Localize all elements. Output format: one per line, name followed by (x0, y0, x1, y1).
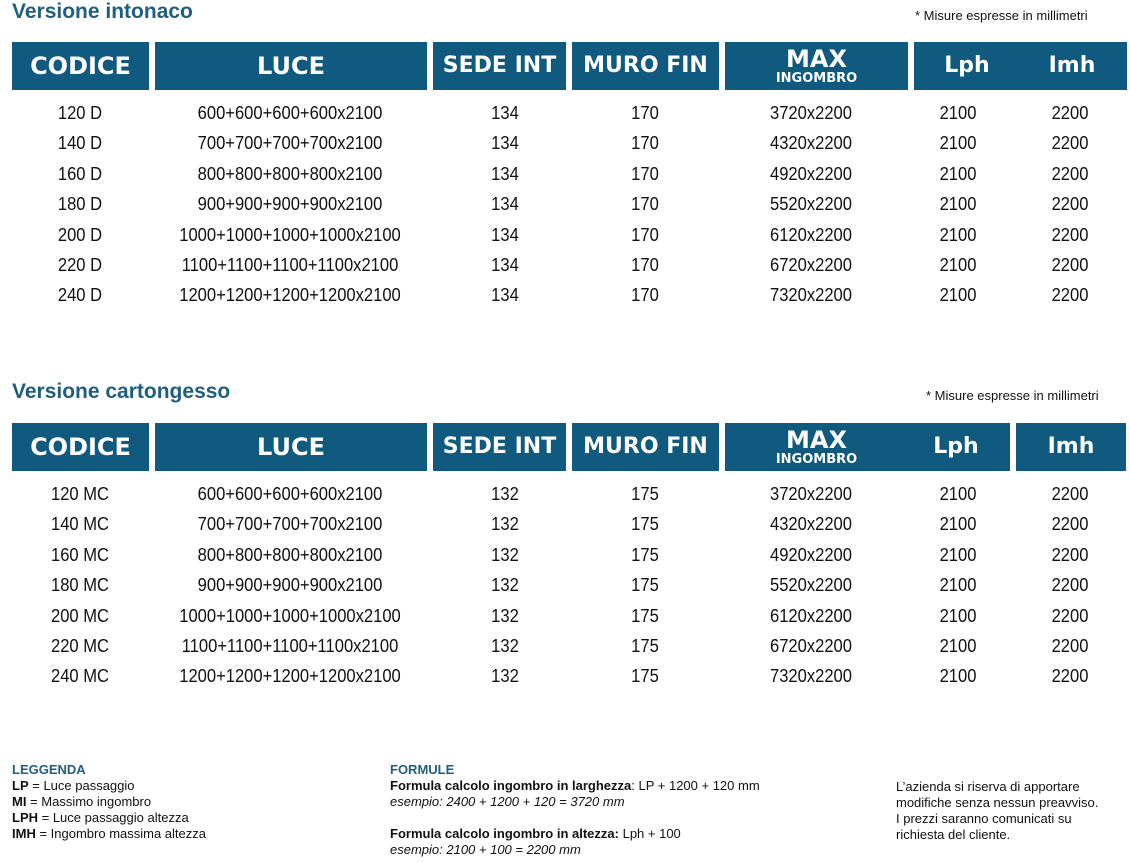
sede-int-cell: 134 (491, 194, 519, 215)
luce-cell: 700+700+700+700x2100 (197, 133, 383, 154)
sede-int-cell: 132 (491, 666, 519, 687)
muro-fin-cell: 175 (631, 636, 659, 656)
max-ingombro-cell: 6720x2200 (770, 255, 852, 275)
disclaimer-line: richiesta del cliente. (896, 827, 1011, 842)
luce-cell: 900+900+900+900x2100 (197, 194, 383, 215)
imh-cell: 2200 (1051, 133, 1089, 154)
codice-cell: 240 MC (51, 666, 109, 687)
luce-cell: 1200+1200+1200+1200x2100 (179, 285, 401, 306)
width-formula: Formula calcolo ingombro in larghezza: LP + 1200 + 120 mm (390, 778, 760, 793)
muro-fin-cell: 170 (631, 103, 659, 123)
lph-cell: 2100 (939, 133, 977, 154)
formule (390, 762, 760, 858)
max-ingombro-cell: 4920x2200 (770, 544, 852, 565)
table-row (0, 570, 1130, 600)
codice-cell: 220 MC (51, 636, 109, 656)
lph-cell: 2100 (939, 575, 977, 596)
codice-cell: 180 D (57, 194, 103, 215)
lph-cell: 2100 (939, 255, 977, 275)
muro-fin-cell: 170 (631, 194, 659, 215)
luce-cell: 1200+1200+1200+1200x2100 (179, 666, 401, 687)
sede-int-cell: 132 (491, 544, 519, 565)
table-row (0, 128, 1130, 158)
luce-cell: 700+700+700+700x2100 (197, 514, 383, 535)
header-imh: Imh (1016, 423, 1126, 471)
codice-cell: 120 D (57, 103, 103, 123)
section-title-cartongesso: Versione cartongesso (12, 380, 231, 403)
max-ingombro-cell: 6120x2200 (770, 224, 852, 245)
table-row (0, 601, 1130, 631)
sede-int-cell: 134 (491, 133, 519, 154)
imh-cell: 2200 (1051, 163, 1089, 184)
header-sede-int: SEDE INT (433, 423, 566, 471)
codice-cell: 200 D (57, 224, 103, 245)
imh-cell: 2200 (1051, 255, 1089, 275)
legend-item: LP = Luce passaggio (12, 778, 135, 793)
sede-int-cell: 132 (491, 484, 519, 504)
codice-cell: 220 D (57, 255, 103, 275)
lph-cell: 2100 (939, 484, 977, 504)
imh-cell: 2200 (1051, 605, 1089, 626)
max-ingombro-cell: 5520x2200 (770, 194, 852, 215)
imh-cell: 2200 (1051, 224, 1089, 245)
height-example: esempio: 2100 + 100 = 2200 mm (390, 842, 581, 857)
lph-cell: 2100 (939, 224, 977, 245)
codice-cell: 140 MC (51, 514, 109, 535)
legend-title: LEGGENDA (12, 762, 86, 777)
max-ingombro-cell: 4320x2200 (770, 133, 852, 154)
disclaimer-line: I prezzi saranno comunicati su (896, 811, 1072, 826)
formule-title: FORMULE (390, 762, 455, 777)
luce-cell: 600+600+600+600x2100 (197, 484, 383, 504)
imh-cell: 2200 (1051, 636, 1089, 656)
header-max-ingombro: MAX INGOMBRO (725, 423, 908, 471)
muro-fin-cell: 175 (631, 514, 659, 535)
lph-cell: 2100 (939, 103, 977, 123)
header-codice: CODICE (12, 423, 149, 471)
width-example: esempio: 2400 + 1200 + 120 = 3720 mm (390, 794, 625, 809)
luce-cell: 1000+1000+1000+1000x2100 (179, 224, 401, 245)
muro-fin-cell: 175 (631, 575, 659, 596)
imh-cell: 2200 (1051, 544, 1089, 565)
header-muro-fin: MURO FIN (572, 423, 719, 471)
codice-cell: 140 D (57, 133, 103, 154)
table-row (0, 98, 1130, 128)
table-row (0, 509, 1130, 539)
codice-cell: 200 MC (51, 605, 109, 626)
sede-int-cell: 132 (491, 605, 519, 626)
max-ingombro-cell: 3720x2200 (770, 484, 852, 504)
codice-cell: 180 MC (51, 575, 109, 596)
lph-cell: 2100 (939, 514, 977, 535)
imh-cell: 2200 (1051, 514, 1089, 535)
luce-cell: 800+800+800+800x2100 (197, 163, 383, 184)
max-ingombro-cell: 5520x2200 (770, 575, 852, 596)
sede-int-cell: 134 (491, 224, 519, 245)
luce-cell: 1100+1100+1100+1100x2100 (181, 255, 399, 275)
luce-cell: 600+600+600+600x2100 (197, 103, 383, 123)
table-row (0, 189, 1130, 219)
sede-int-cell: 132 (491, 636, 519, 656)
header-sede-int: SEDE INT (433, 42, 566, 90)
legend-item: IMH = Ingombro massima altezza (12, 826, 206, 841)
max-ingombro-cell: 3720x2200 (770, 103, 852, 123)
sede-int-cell: 134 (491, 285, 519, 306)
sede-int-cell: 134 (491, 163, 519, 184)
legend-item: MI = Massimo ingombro (12, 794, 152, 809)
codice-cell: 160 D (57, 163, 103, 184)
table-row (0, 220, 1130, 250)
disclaimer (896, 779, 1098, 843)
max-ingombro-cell: 7320x2200 (770, 285, 852, 306)
imh-cell: 2200 (1051, 103, 1089, 123)
units-note-cartongesso: * Misure espresse in millimetri (926, 388, 1099, 403)
luce-cell: 800+800+800+800x2100 (197, 544, 383, 565)
imh-cell: 2200 (1051, 194, 1089, 215)
lph-cell: 2100 (939, 163, 977, 184)
luce-cell: 1000+1000+1000+1000x2100 (179, 605, 401, 626)
muro-fin-cell: 175 (631, 666, 659, 687)
luce-cell: 1100+1100+1100+1100x2100 (181, 636, 399, 656)
max-ingombro-cell: 6120x2200 (770, 605, 852, 626)
legend-item: LPH = Luce passaggio altezza (12, 810, 189, 825)
header-luce: LUCE (155, 42, 427, 90)
codice-cell: 160 MC (51, 544, 109, 565)
lph-cell: 2100 (939, 636, 977, 656)
muro-fin-cell: 175 (631, 544, 659, 565)
lph-cell: 2100 (939, 285, 977, 306)
lph-cell: 2100 (939, 605, 977, 626)
sede-int-cell: 134 (491, 103, 519, 123)
muro-fin-cell: 175 (631, 484, 659, 504)
muro-fin-cell: 170 (631, 285, 659, 306)
header-codice: CODICE (12, 42, 149, 90)
disclaimer-line: L’azienda si riserva di apportare (896, 779, 1080, 794)
header-lph: Lph (902, 423, 1010, 471)
table-row (0, 159, 1130, 189)
table-row (0, 631, 1130, 661)
height-formula: Formula calcolo ingombro in altezza: Lph + 100 (390, 826, 681, 841)
codice-cell: 120 MC (51, 484, 109, 504)
imh-cell: 2200 (1051, 484, 1089, 504)
imh-cell: 2200 (1051, 575, 1089, 596)
max-ingombro-cell: 4320x2200 (770, 514, 852, 535)
table-row (0, 540, 1130, 570)
disclaimer-line: modifiche senza nessun preavviso. (896, 795, 1099, 810)
lph-cell: 2100 (939, 666, 977, 687)
max-ingombro-cell: 4920x2200 (770, 163, 852, 184)
header-luce: LUCE (155, 423, 427, 471)
table-row (0, 250, 1130, 280)
sede-int-cell: 132 (491, 514, 519, 535)
muro-fin-cell: 175 (631, 605, 659, 626)
table-row (0, 479, 1130, 509)
header-lph: Lph (914, 42, 1020, 90)
legend (12, 762, 206, 842)
luce-cell: 900+900+900+900x2100 (197, 575, 383, 596)
muro-fin-cell: 170 (631, 163, 659, 184)
muro-fin-cell: 170 (631, 255, 659, 275)
muro-fin-cell: 170 (631, 133, 659, 154)
sede-int-cell: 134 (491, 255, 519, 275)
codice-cell: 240 D (57, 285, 103, 306)
lph-cell: 2100 (939, 544, 977, 565)
sede-int-cell: 132 (491, 575, 519, 596)
units-note-intonaco: * Misure espresse in millimetri (915, 8, 1088, 23)
lph-cell: 2100 (939, 194, 977, 215)
header-muro-fin: MURO FIN (572, 42, 719, 90)
max-ingombro-cell: 7320x2200 (770, 666, 852, 687)
header-imh: Imh (1017, 42, 1127, 90)
imh-cell: 2200 (1051, 285, 1089, 306)
section-title-intonaco: Versione intonaco (12, 0, 193, 23)
imh-cell: 2200 (1051, 666, 1089, 687)
header-max-ingombro: MAX INGOMBRO (725, 42, 908, 90)
max-ingombro-cell: 6720x2200 (770, 636, 852, 656)
table-row (0, 280, 1130, 310)
table-row (0, 661, 1130, 691)
muro-fin-cell: 170 (631, 224, 659, 245)
